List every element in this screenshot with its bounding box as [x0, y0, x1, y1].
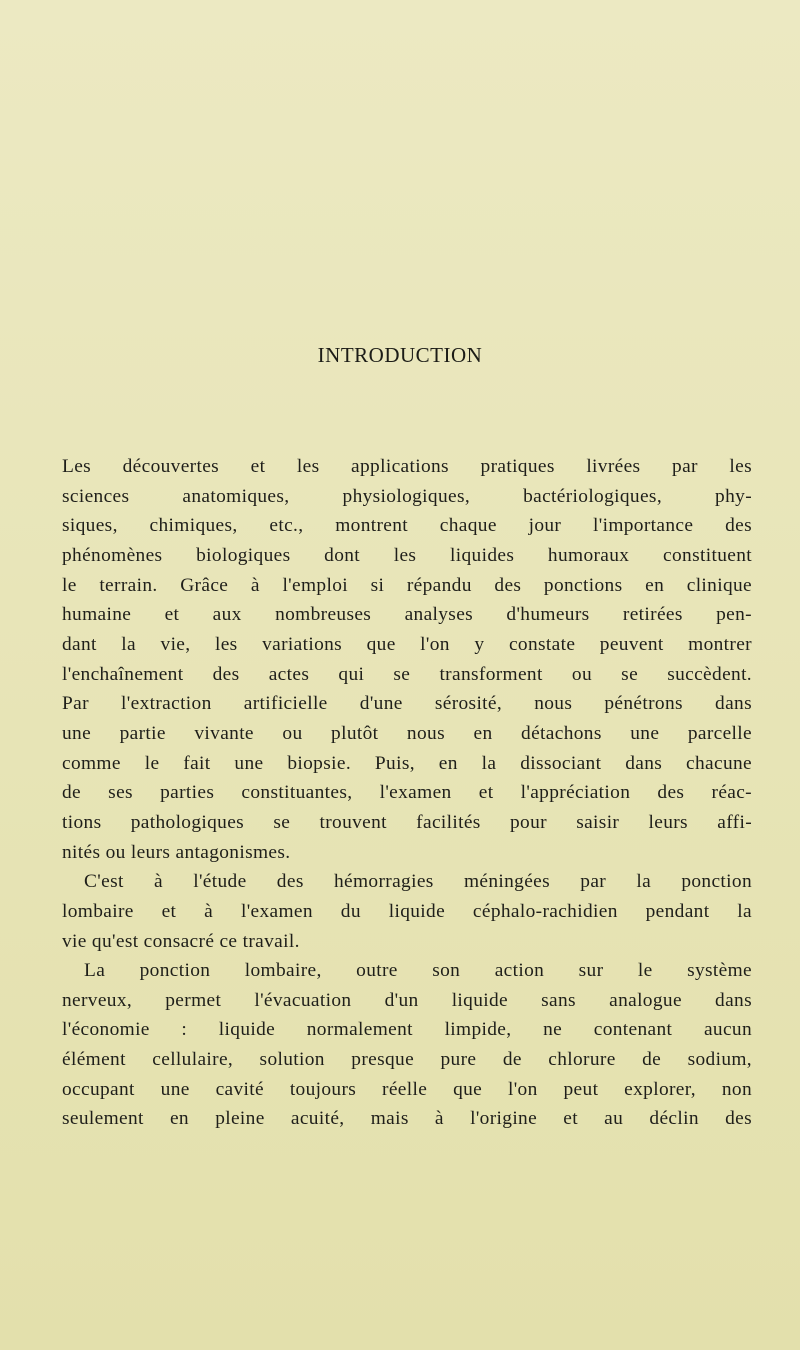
text-line: sciences anatomiques, physiologiques, bactériologiques, phy-	[62, 485, 752, 507]
text-line: l'enchaînement des actes qui se transforment ou se succèdent.	[62, 663, 752, 685]
text-line: le terrain. Grâce à l'emploi si répandu des ponctions en clinique	[62, 574, 752, 596]
body-text	[62, 452, 752, 1134]
text-line: humaine et aux nombreuses analyses d'humeurs retirées pen-	[62, 604, 752, 626]
text-line: lombaire et à l'examen du liquide céphalo-rachidien pendant la	[62, 900, 752, 922]
text-line: Les découvertes et les applications pratiques livrées par les	[62, 456, 752, 477]
text-line: occupant une cavité toujours réelle que l'on peut explorer, non	[62, 1078, 752, 1100]
text-line: tions pathologiques se trouvent facilités pour saisir leurs affi-	[62, 811, 752, 833]
text-line: de ses parties constituantes, l'examen et l'appréciation des réac-	[62, 782, 752, 804]
text-line: une partie vivante ou plutôt nous en détachons une parcelle	[62, 722, 752, 744]
text-line: comme le fait une biopsie. Puis, en la dissociant dans chacune	[62, 752, 752, 774]
text-line: siques, chimiques, etc., montrent chaque jour l'importance des	[62, 515, 752, 537]
text-line: La ponction lombaire, outre son action sur le système	[84, 960, 752, 982]
text-line: dant la vie, les variations que l'on y constate peuvent montrer	[62, 633, 752, 655]
text-line: C'est à l'étude des hémorragies méningées par la ponction	[84, 871, 752, 893]
text-line: seulement en pleine acuité, mais à l'origine et au déclin des	[62, 1108, 752, 1130]
text-line: l'économie : liquide normalement limpide, ne contenant aucun	[62, 1019, 752, 1041]
text-line: élément cellulaire, solution presque pure de chlorure de sodium,	[62, 1049, 752, 1071]
text-line: Par l'extraction artificielle d'une sérosité, nous pénétrons dans	[62, 693, 752, 715]
text-line: nerveux, permet l'évacuation d'un liquide sans analogue dans	[62, 989, 752, 1011]
chapter-title: INTRODUCTION	[317, 343, 483, 367]
text-line: phénomènes biologiques dont les liquides humoraux constituent	[62, 544, 752, 566]
text-line: vie qu'est consacré ce travail.	[62, 930, 300, 952]
text-line: nités ou leurs antagonismes.	[62, 841, 291, 863]
